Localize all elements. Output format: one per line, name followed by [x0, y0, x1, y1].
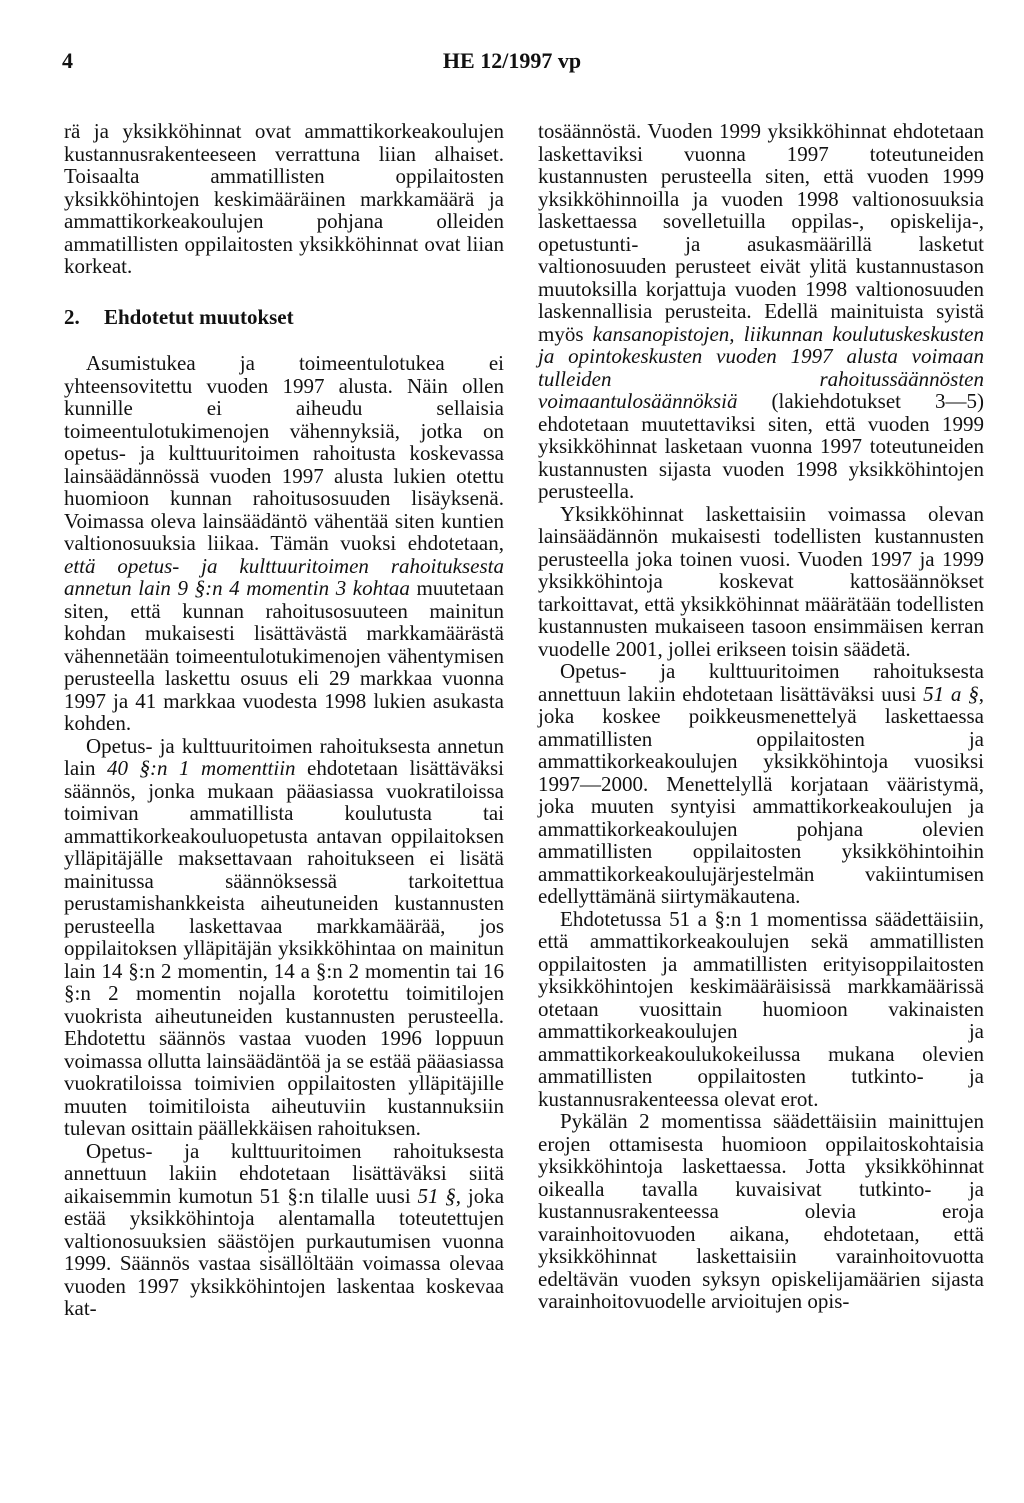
paragraph	[538, 660, 984, 908]
paragraph: Yksikköhinnat laskettaisiin voimassa olevan lainsäädännön mukaisesti todellisten kustannusten perusteella joka toinen vuosi. Vuoden 1997 ja 1999 yksikköhintoja koskevat kattosäännökset tarkoittavat, että yksikköhinnat määrätään todellisten kustannusten mukaiseen tasoon ensimmäisen kerran vuodelle 2001, jollei erikseen toisin säädetä.	[538, 501, 984, 661]
text-run: Opetus- ja kulttuuritoimen rahoituksesta annettuun lakiin ehdotetaan lisättäväksi uusi	[538, 659, 984, 706]
document-title: HE 12/1997 vp	[442, 48, 582, 73]
paragraph	[64, 735, 504, 1140]
text-run: ehdotetaan lisättäväksi säännös, jonka mukaan pääasiassa vuokratiloissa toimivan ammatillista koulutusta tai ammattikorkeakouluopetusta antavan oppilaitoksen ylläpitäjälle maksettavaan rahoitukseen ei lisätä mainitussa säännöksessä tarkoitettua perustamishankkeista aiheutuneiden kustannusten perusteella laskettavaa markkamäärää, jos oppilaitoksen ylläpitäjän yksikköhintaa on mainitun lain 14 §:n 2 momentin, 14 a §:n 2 momentin tai 16 §:n 2 momentin nojalla korotettu toimitilojen vuokrista aiheutuneiden kustannusten perusteella. Ehdotettu säännös vastaa vuoden 1996 loppuun voimassa ollutta lainsäädäntöä ja se estää pääasiassa vuokratiloissa toimivien oppilaitosten ylläpitäjille muuten toimitiloista aiheutuviin kustannuksiin tulevan osittain päällekkäisen rahoituksen.	[64, 756, 505, 1140]
right-column	[538, 120, 984, 1313]
paragraph	[538, 120, 984, 503]
section-title: Ehdotetut muutokset	[104, 304, 294, 329]
paragraph: rä ja yksikköhinnat ovat ammattikorkeakoulujen kustannusrakenteeseen verrattuna liian alhaiset. Toisaalta ammatillisten oppilaitosten yksikköhintojen keskimääräinen markkamäärä ja ammattikorkeakoulujen pohjana olleiden ammatillisten oppilaitosten yksikköhinnat ovat liian korkeat.	[64, 119, 504, 278]
italic-run: 40 §:n 1 momenttiin	[107, 756, 296, 780]
text-run: Opetus- ja kulttuuritoimen rahoituksesta annettuun lakiin ehdotetaan lisättäväksi siitä aikaisemmin kumotun 51 §:n tilalle uusi	[64, 1138, 504, 1208]
text-run: muutetaan siten, että kunnan rahoitusosuuteen mainitun kohdan mukaisesti lisättävästä markkamäärästä vähennetään toimeentulotukimenojen vähentymisen perusteella laskettu osuus eli 29 markkaa vuonna 1997 ja 41 markkaa vuodesta 1998 lukien asukasta kohden.	[64, 576, 504, 735]
italic-run: kansanopistojen, liikunnan koulutuskeskusten ja opintokeskusten vuoden 1997 alusta voimaan tulleiden rahoitussäännösten voimaantulosäännöksiä	[538, 321, 984, 413]
paragraph: Pykälän 2 momentissa säädettäisiin mainittujen erojen ottamisesta huomioon oppilaitoskohtaisia yksikköhintoja laskettaessa. Jotta yksikköhinnat oikealla tavalla kuvaisivat tutkinto- ja kustannusrakenteessa olevia eroja varainhoitovuoden aikana, ehdotetaan, että yksikköhinnat laskettaisiin varainhoitovuotta edeltävän vuoden syksyn opiskelijamäärien sijasta varainhoitovuodelle arvioitujen opis-	[538, 1109, 984, 1313]
italic-run: että opetus- ja kulttuuritoimen rahoituksesta annetun lain 9 §:n 4 momentin 3 kohtaa	[64, 553, 504, 600]
page-number: 4	[62, 48, 73, 73]
italic-run: 51 §	[417, 1183, 456, 1208]
text-run: (lakiehdotukset 3—5) ehdotetaan muutettaviksi siten, että vuoden 1999 yksikköhinnat lasketaan vuonna 1997 toteutuneiden kustannusten sijasta vuoden 1998 yksikköhintojen perusteella.	[538, 389, 984, 503]
text-run: , joka estää yksikköhintoja alentamalla toteutettujen valtionosuuksien säästöjen purkautumisen vuonna 1999. Säännös vastaa sisällöltään voimassa olevaa vuoden 1997 yksikköhintojen laskentaa koskevaa kat-	[64, 1183, 505, 1320]
text-run: , joka koskee poikkeusmenettelyä laskettaessa ammatillisten oppilaitosten ja ammattikorkeakoulujen yksikköhintoja vuosiksi 1997—2000. Menettelyllä korjataan vääristymä, joka muuten syntyisi ammattikorkeakoulujen ja ammattikorkeakoulujen pohjana olevien ammatillisten oppilaitosten yksikköhintoihin ammattikorkeakoulujärjestelmän vakiintumisen edellyttämänä siirtymäkautena.	[538, 681, 984, 908]
text-run: Opetus- ja kulttuuritoimen rahoituksesta annetun lain	[64, 733, 504, 780]
section-heading	[64, 306, 504, 329]
section-number: 2.	[64, 304, 80, 329]
paragraph	[64, 352, 504, 735]
paragraph	[64, 1140, 504, 1320]
text-run: tosäännöstä. Vuoden 1999 yksikköhinnat ehdotetaan laskettaviksi vuonna 1997 toteutuneiden kustannusten perusteella siten, että vuoden 1999 yksikköhinnoilla ja vuoden 1998 valtionosuuksia laskettaessa sovelletuilla oppilas-, opiskelija-, opetustunti- ja asukasmäärillä lasketut valtionosuuden perusteet eivät ylitä kustannustason muutoksilla korjattuja vuoden 1998 valtionosuuden laskennallisia perusteita. Edellä mainituista syistä myös	[538, 119, 984, 346]
left-column	[64, 120, 504, 1320]
paragraph: Ehdotetussa 51 a §:n 1 momentissa säädettäisiin, että ammattikorkeakoulujen sekä ammatillisten oppilaitosten ja ammatillisten erityisoppilaitosten yksikköhintojen keskimääräisissä markkamäärissä otetaan vuosittain huomioon vakinaisten ammattikorkeakoulujen ja ammattikorkeakoulukokeilussa mukana olevien ammatillisten oppilaitosten tutkinto- ja kustannusrakenteessa olevat erot.	[538, 906, 984, 1111]
italic-run: 51 a §	[923, 681, 979, 706]
text-run: Asumistukea ja toimeentulotukea ei yhteensovitettu vuoden 1997 alusta. Näin ollen kunnille ei aiheudu sellaisia toimeentulotukimenojen vähennyksiä, jotka on opetus- ja kulttuuritoimen rahoitusta koskevassa lainsäädännössä vuoden 1997 alusta lukien otettu huomioon kunnan rahoitusosuuden lisäyksenä. Voimassa oleva lainsäädäntö vähentää siten kuntien valtionosuuksia liikaa. Tämän vuoksi ehdotetaan,	[64, 351, 504, 555]
